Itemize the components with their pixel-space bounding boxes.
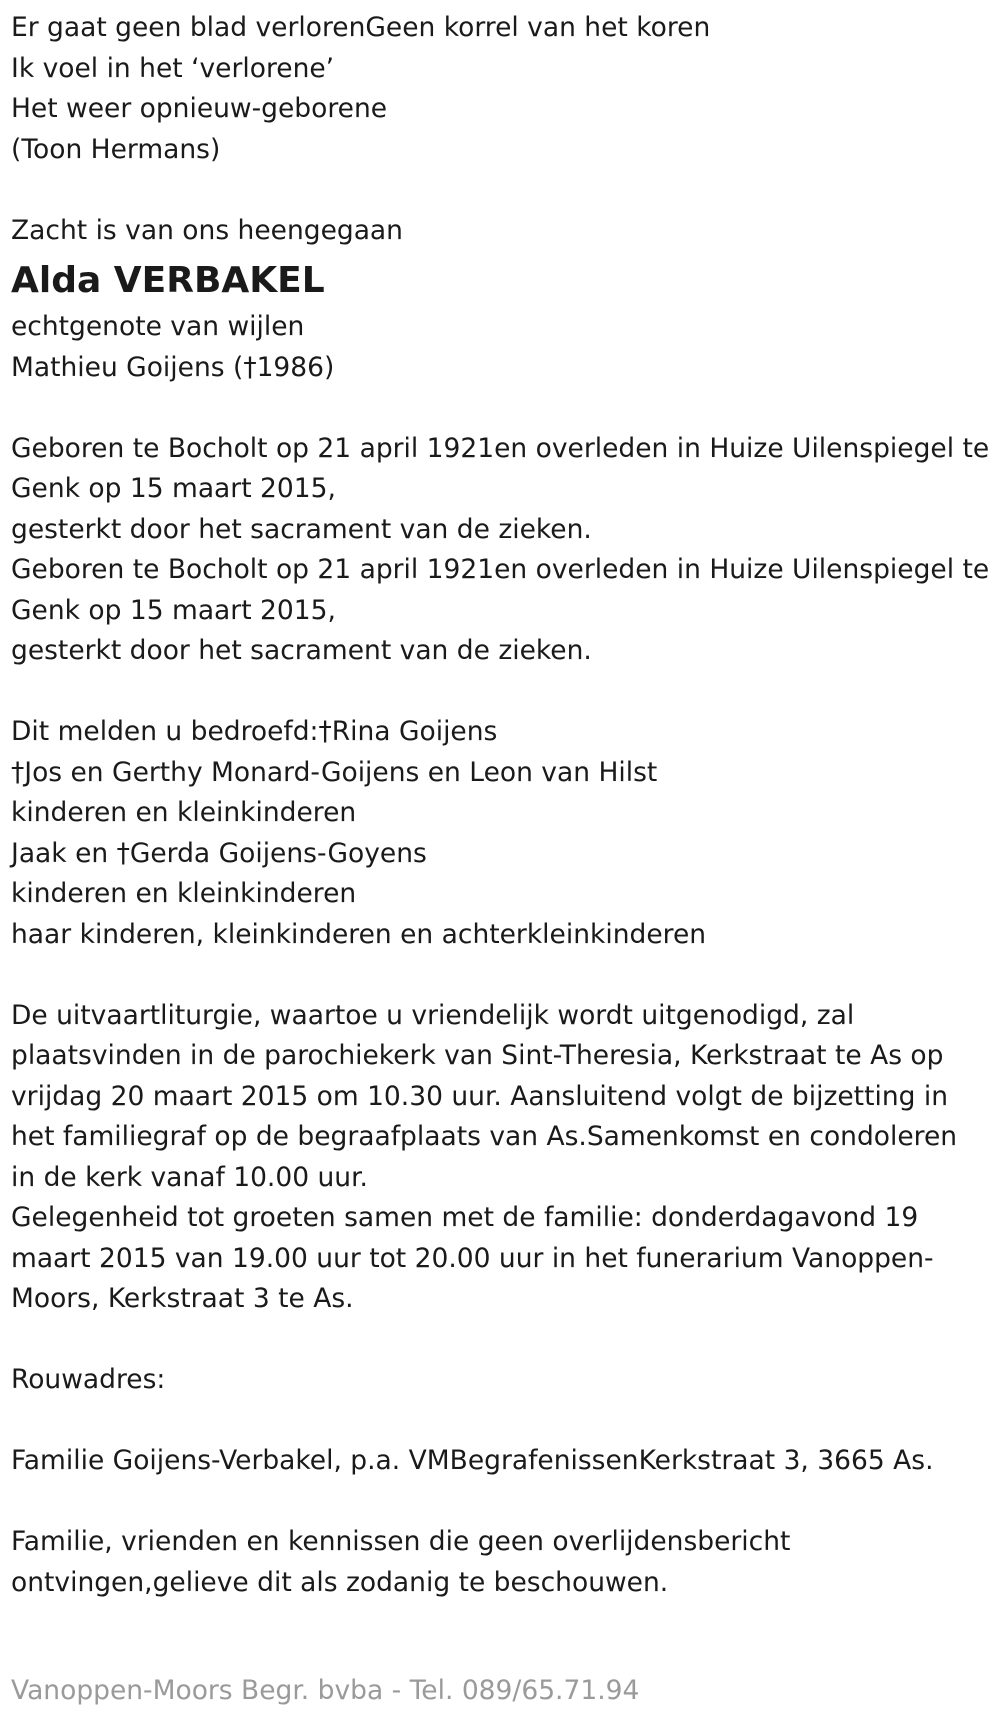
funeral-paragraph [11,996,1000,1320]
poem-line: Het weer opnieuw-geborene [11,93,388,124]
intro-text: Zacht is van ons heengegaan [11,214,403,246]
spacer [11,170,1000,211]
text-line: gesterkt door het sacrament van de zieken. [11,635,592,666]
text-line: Familie, vrienden en kennissen die geen overlijdensbericht [11,1526,791,1557]
text-line: maart 2015 van 19.00 uur tot 20.00 uur in het funerarium Vanoppen- [11,1242,934,1274]
announcer-line: kinderen en kleinkinderen [11,797,357,828]
text-line: Moors, Kerkstraat 3 te As. [11,1283,354,1314]
poem-line: Ik voel in het ‘verlorene’ [11,52,335,84]
birth-death-paragraph [11,429,1000,672]
text-line: Genk op 15 maart 2015, [11,594,336,626]
text-line: Geboren te Bocholt op 21 april 1921en overleden in Huize Uilenspiegel te [11,432,990,464]
funeral-home-footer: Vanoppen-Moors Begr. bvba - Tel. 089/65.71.94 [11,1675,640,1706]
relation-line: echtgenote van wijlen [11,311,305,342]
text-line: gesterkt door het sacrament van de zieken. [11,513,592,545]
announcer-line: †Jos en Gerthy Monard-Goijens en Leon van Hilst [11,756,658,788]
spacer [11,1320,1000,1361]
text-line: ontvingen,gelieve dit als zodanig te beschouwen. [11,1566,669,1598]
text-line: Gelegenheid tot groeten samen met de familie: donderdagavond 19 [11,1202,919,1233]
text-line: vrijdag 20 maart 2015 om 10.30 uur. Aansluitend volgt de bijzetting in [11,1080,949,1112]
spacer [11,1482,1000,1523]
address-label: Rouwadres: [11,1364,166,1395]
text-line: Geboren te Bocholt op 21 april 1921en overleden in Huize Uilenspiegel te [11,554,990,585]
text-line: plaatsvinden in de parochiekerk van Sint-Theresia, Kerkstraat te As op [11,1040,944,1071]
mourning-address: Familie Goijens-Verbakel, p.a. VMBegrafenissenKerkstraat 3, 3665 As. [11,1445,934,1476]
announcer-line: Dit melden u bedroefd:†Rina Goijens [11,716,498,747]
poem-line: Er gaat geen blad verlorenGeen korrel van het koren [11,12,711,43]
spacer [11,672,1000,713]
announcer-line: Jaak en †Gerda Goijens-Goyens [11,837,427,869]
text-line: De uitvaartliturgie, waartoe u vriendelijk wordt uitgenodigd, zal [11,999,855,1031]
deceased-name: Alda VERBAKEL [11,260,325,301]
relation-line: Mathieu Goijens (†1986) [11,351,335,383]
text-line: Genk op 15 maart 2015, [11,473,336,504]
text-line: het familiegraf op de begraafplaats van As.Samenkomst en condoleren [11,1121,958,1152]
closing-paragraph [11,1522,1000,1603]
text-line: in de kerk vanaf 10.00 uur. [11,1161,368,1193]
spacer [11,955,1000,996]
spacer [11,388,1000,429]
poem [11,8,1000,170]
relation [11,307,1000,388]
announcers-list [11,712,1000,955]
announcer-line: kinderen en kleinkinderen [11,878,357,909]
spacer [11,1401,1000,1442]
announcer-line: haar kinderen, kleinkinderen en achterkleinkinderen [11,918,707,950]
poem-author: (Toon Hermans) [11,133,221,165]
